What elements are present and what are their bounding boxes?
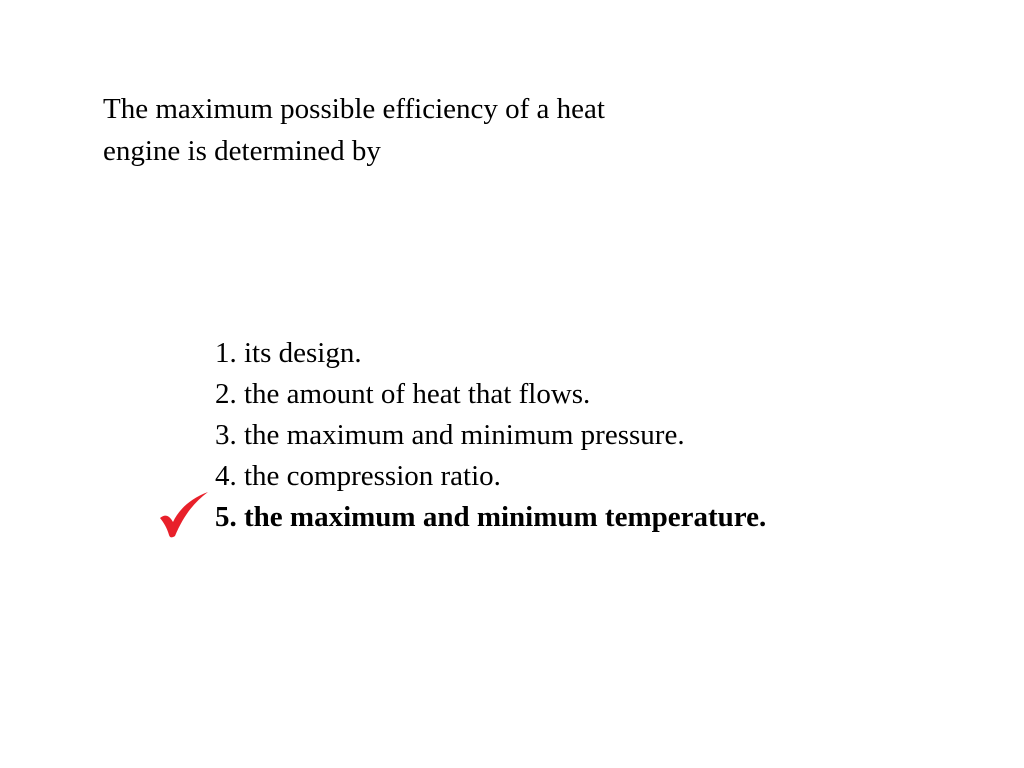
answer-choice-5: 5. the maximum and minimum temperature.: [215, 501, 767, 533]
question-text: [103, 88, 723, 172]
answer-choice-1: 1. its design.: [215, 337, 362, 369]
check-mark-shape: [160, 492, 208, 537]
question-line-1: The maximum possible efficiency of a heat: [103, 93, 605, 125]
answer-choice-2: 2. the amount of heat that flows.: [215, 378, 591, 410]
question-line-2: engine is determined by: [103, 135, 381, 167]
answer-choices-list: [215, 333, 766, 538]
answer-choice-4: 4. the compression ratio.: [215, 460, 501, 492]
answer-choice-3: 3. the maximum and minimum pressure.: [215, 419, 685, 451]
check-mark-icon: [156, 488, 212, 544]
